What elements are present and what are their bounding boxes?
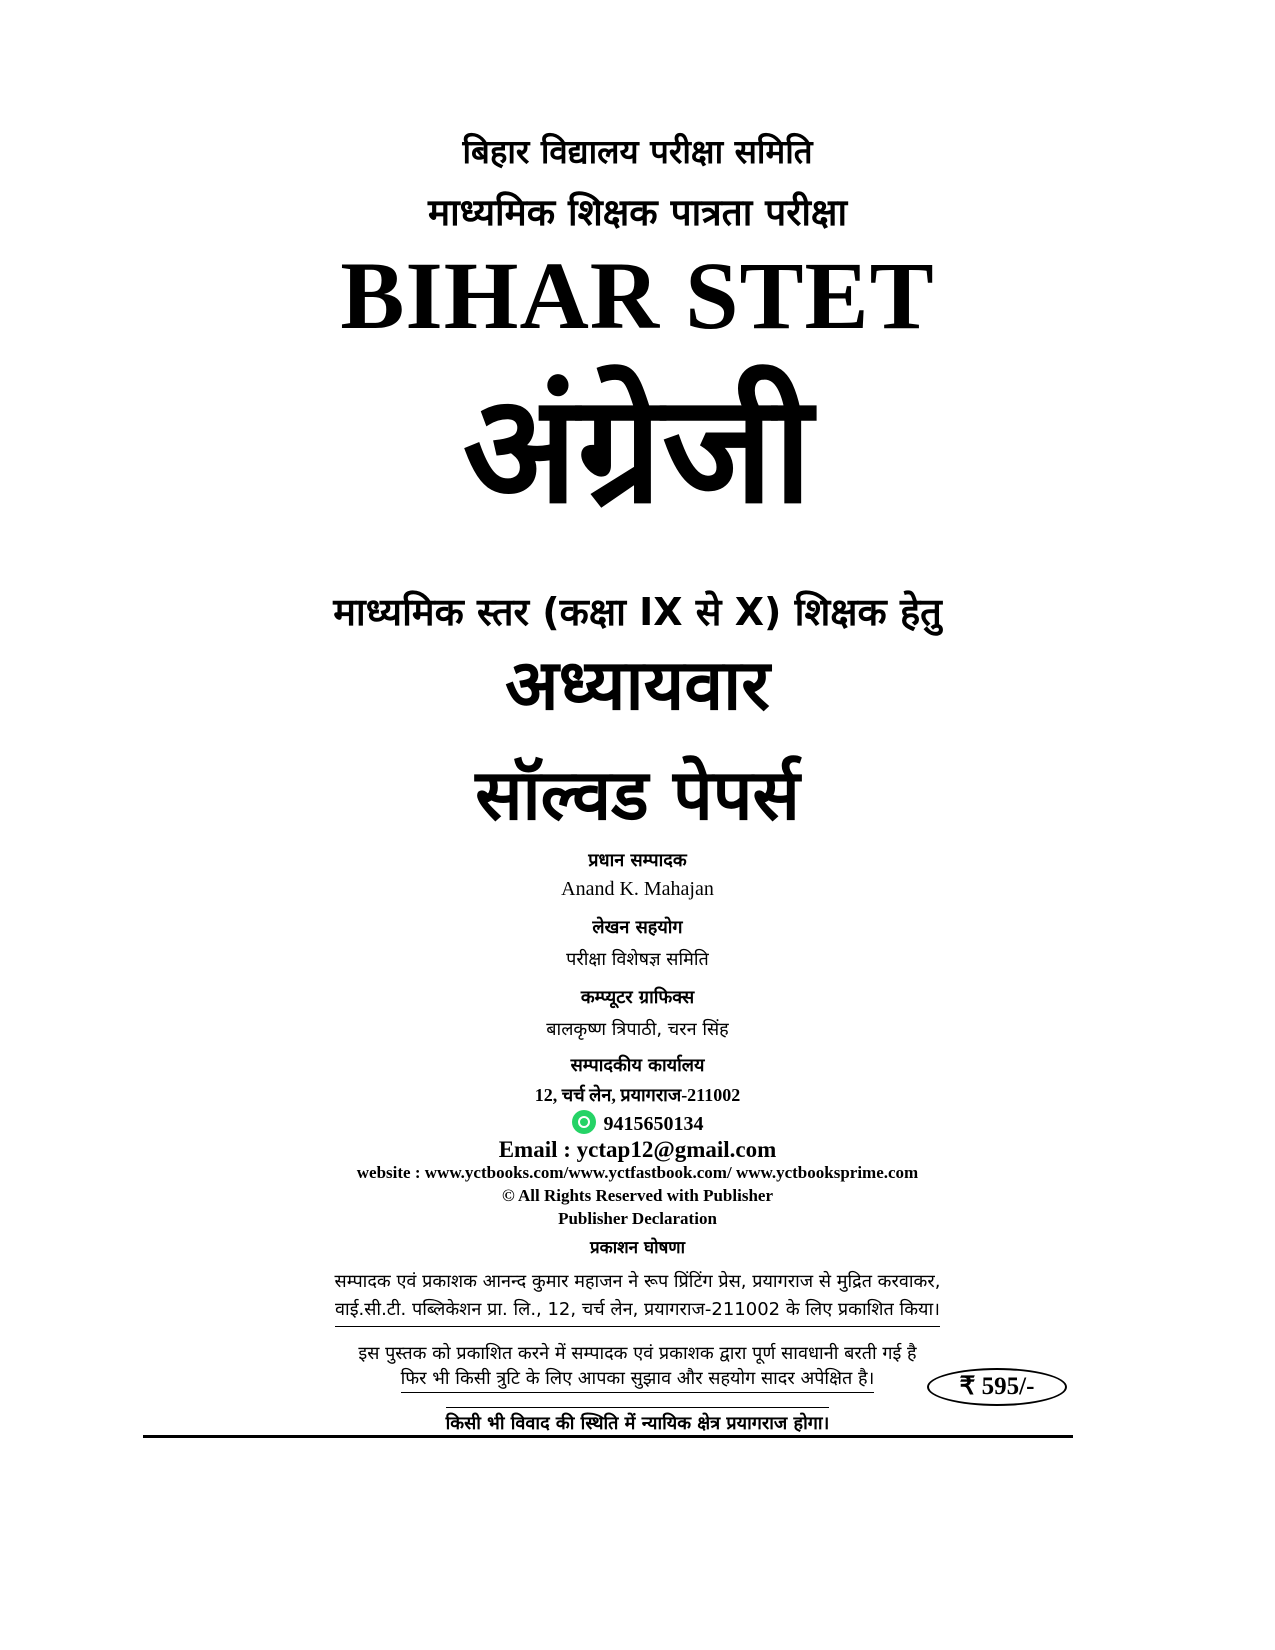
subject-title: अंग्रेजी (462, 363, 813, 537)
editorial-office-address: 12, चर्च लेन, प्रयागराज-211002 (534, 1085, 741, 1105)
bottom-divider (143, 1435, 1073, 1438)
writing-support-value: परीक्षा विशेषज्ञ समिति (566, 949, 709, 970)
rights-reserved: © All Rights Reserved with Publisher (501, 1186, 773, 1205)
level-subtitle: माध्यमिक स्तर (कक्षा IX से X) शिक्षक हेतु (333, 590, 942, 634)
publication-statement-line1: सम्पादक एवं प्रकाशक आनन्द कुमार महाजन ने रूप प्रिंटिंग प्रेस, प्रयागराज से मुद्रित करवाकर, (334, 1271, 941, 1292)
computer-graphics-label: कम्प्यूटर ग्राफिक्स (580, 987, 695, 1008)
jurisdiction-note: किसी भी विवाद की स्थिति में न्यायिक क्षेत्र प्रयागराज होगा। (446, 1407, 830, 1435)
editorial-office-label: सम्पादकीय कार्यालय (570, 1055, 705, 1076)
phone-line (0, 1110, 1275, 1136)
price-badge: ₹ 595/- (927, 1368, 1067, 1406)
solved-papers-title: सॉल्वड पेपर्स (475, 754, 800, 836)
publication-statement (0, 1268, 1275, 1327)
writing-support-label: लेखन सहयोग (592, 917, 683, 938)
computer-graphics-value: बालकृष्ण त्रिपाठी, चरन सिंह (546, 1019, 729, 1040)
chief-editor-label: प्रधान सम्पादक (588, 850, 687, 871)
board-name: बिहार विद्यालय परीक्षा समिति (462, 132, 813, 171)
publisher-declaration-hi: प्रकाशन घोषणा (589, 1238, 685, 1258)
disclaimer-line2-wrap (0, 1366, 1275, 1393)
book-title-english: BIHAR STET (340, 242, 935, 349)
disclaimer-line2: फिर भी किसी त्रुटि के लिए आपका सुझाव और सहयोग सादर अपेक्षित है। (401, 1366, 875, 1393)
chapterwise-title: अध्यायवार (505, 644, 770, 726)
phone-number: 9415650134 (603, 1113, 704, 1135)
email-line: Email : yctap12@gmail.com (498, 1137, 777, 1162)
website-line: website : www.yctbooks.com/www.yctfastbook.com/ www.yctbooksprime.com (356, 1163, 919, 1182)
whatsapp-icon (572, 1110, 596, 1134)
publisher-declaration-en: Publisher Declaration (558, 1209, 717, 1228)
chief-editor-name: Anand K. Mahajan (561, 878, 714, 900)
disclaimer-line1: इस पुस्तक को प्रकाशित करने में सम्पादक एवं प्रकाशक द्वारा पूर्ण सावधानी बरती गई है (358, 1343, 917, 1364)
exam-name: माध्यमिक शिक्षक पात्रता परीक्षा (427, 191, 848, 234)
jurisdiction-note-wrap (0, 1407, 1275, 1435)
publication-statement-line2: वाई.सी.टी. पब्लिकेशन प्रा. लि., 12, चर्च लेन, प्रयागराज-211002 के लिए प्रकाशित किया। (335, 1296, 940, 1327)
